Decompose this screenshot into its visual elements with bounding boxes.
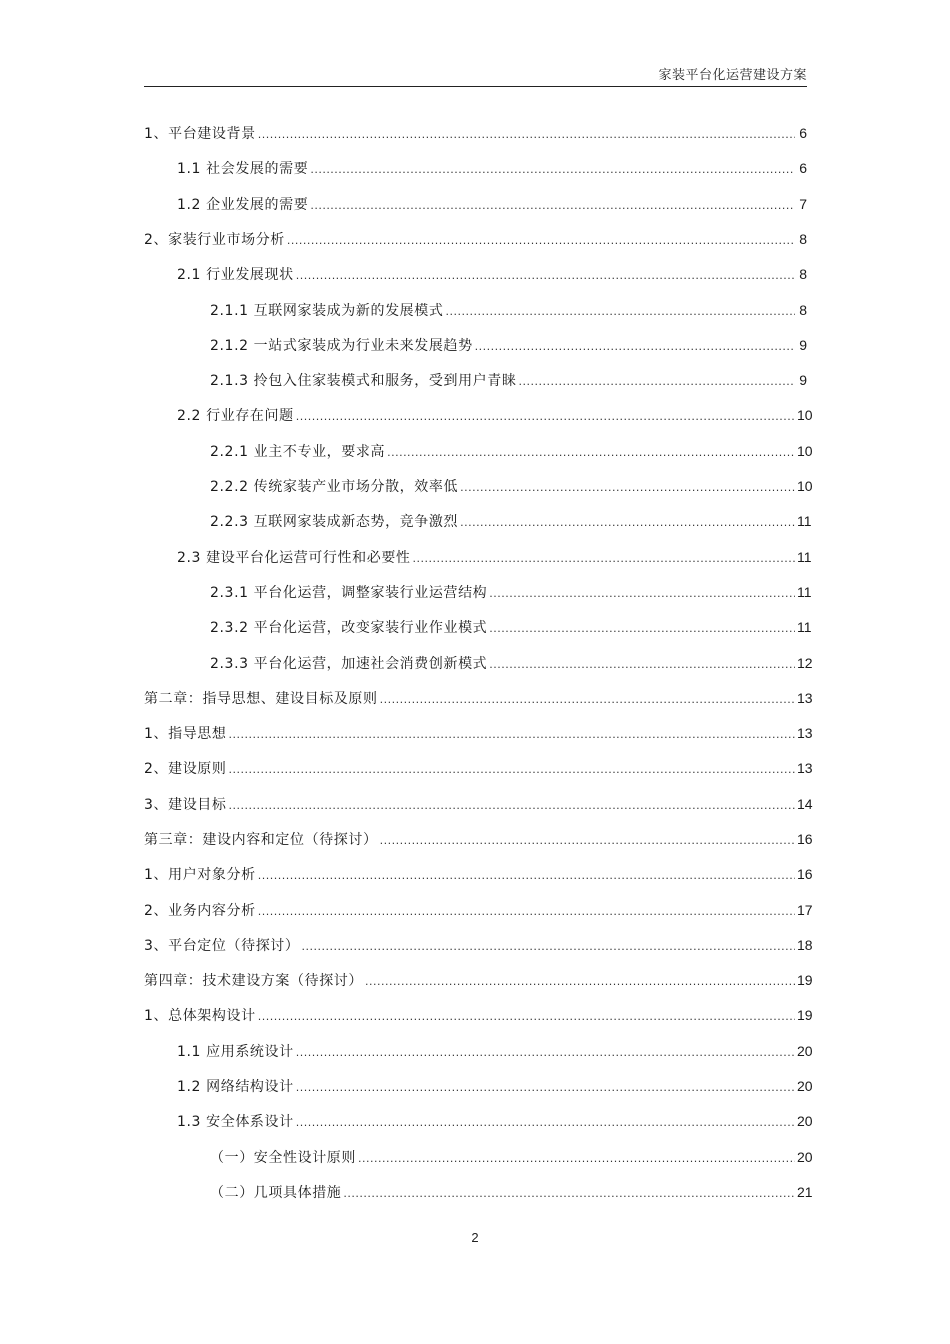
toc-entry-page: 16 (797, 831, 813, 847)
toc-entry-label: 1、指导思想 (144, 726, 227, 742)
toc-entry-page: 14 (797, 796, 813, 812)
header-title: 家装平台化运营建设方案 (658, 68, 807, 83)
toc-entry[interactable] (144, 687, 813, 709)
toc-leader-dots (460, 477, 795, 499)
toc-entry[interactable] (210, 440, 813, 462)
toc-entry-page: 13 (797, 725, 813, 741)
toc-leader-dots (489, 583, 795, 605)
toc-entry[interactable] (144, 828, 813, 850)
toc-entry[interactable] (210, 581, 812, 603)
toc-entry-label: 2.3.1 平台化运营，调整家装行业运营结构 (210, 585, 488, 601)
toc-entry-label: 3、建设目标 (144, 797, 227, 813)
toc-entry[interactable] (177, 404, 813, 426)
toc-entry[interactable] (144, 969, 813, 991)
toc-entry-page: 21 (797, 1184, 813, 1200)
toc-entry[interactable] (210, 1181, 813, 1203)
toc-leader-dots (258, 124, 795, 146)
toc-leader-dots (229, 759, 795, 781)
toc-leader-dots (287, 230, 795, 252)
toc-entry-page: 13 (797, 690, 813, 706)
toc-leader-dots (518, 371, 795, 393)
toc-entry-label: （一）安全性设计原则 (210, 1150, 356, 1166)
toc-leader-dots (343, 1183, 795, 1205)
toc-entry-page: 20 (797, 1078, 813, 1094)
toc-leader-dots (460, 512, 795, 534)
page-header (144, 64, 807, 87)
toc-entry-label: 1、总体架构设计 (144, 1008, 256, 1024)
toc-entry-label: 1.2 网络结构设计 (177, 1079, 294, 1095)
toc-entry[interactable] (177, 546, 812, 568)
toc-entry-label: 2、家装行业市场分析 (144, 232, 285, 248)
toc-entry-label: 1、平台建设背景 (144, 126, 256, 142)
toc-entry-page: 11 (797, 513, 812, 529)
toc-entry-page: 11 (797, 584, 812, 600)
toc-entry[interactable] (177, 157, 807, 179)
toc-entry-page: 10 (797, 407, 813, 423)
toc-leader-dots (310, 159, 795, 181)
toc-leader-dots (296, 1112, 795, 1134)
toc-entry-label: 第四章：技术建设方案（待探讨） (144, 973, 363, 989)
toc-entry-label: 2.2 行业存在问题 (177, 408, 294, 424)
toc-leader-dots (380, 689, 795, 711)
toc-entry-page: 16 (797, 866, 813, 882)
toc-entry-page: 20 (797, 1043, 813, 1059)
toc-entry-label: 2、业务内容分析 (144, 903, 256, 919)
toc-entry-label: 2.2.1 业主不专业，要求高 (210, 444, 386, 460)
toc-leader-dots (296, 265, 795, 287)
toc-entry[interactable] (177, 193, 807, 215)
toc-entry-page: 8 (799, 266, 807, 282)
toc-leader-dots (229, 724, 795, 746)
toc-entry[interactable] (144, 228, 807, 250)
toc-leader-dots (258, 865, 795, 887)
toc-leader-dots (413, 548, 795, 570)
toc-entry[interactable] (144, 722, 813, 744)
toc-leader-dots (296, 1042, 795, 1064)
toc-leader-dots (475, 336, 795, 358)
toc-entry[interactable] (144, 793, 813, 815)
toc-entry[interactable] (177, 1110, 813, 1132)
toc-entry-page: 19 (797, 972, 813, 988)
toc-entry[interactable] (177, 263, 807, 285)
toc-entry-label: 2.2.2 传统家装产业市场分散，效率低 (210, 479, 459, 495)
toc-entry-label: 1.1 社会发展的需要 (177, 161, 309, 177)
toc-entry[interactable] (210, 652, 813, 674)
toc-entry-page: 10 (797, 478, 813, 494)
toc-entry-page: 12 (797, 655, 813, 671)
toc-entry-label: 1.3 安全体系设计 (177, 1114, 294, 1130)
toc-entry[interactable] (177, 1075, 813, 1097)
toc-entry-label: 第三章：建设内容和定位（待探讨） (144, 832, 378, 848)
toc-entry-page: 9 (799, 372, 807, 388)
toc-entry-label: 2.3.2 平台化运营，改变家装行业作业模式 (210, 620, 488, 636)
toc-entry-page: 6 (799, 160, 807, 176)
toc-entry-label: 2.2.3 互联网家装成新态势，竞争激烈 (210, 514, 459, 530)
toc-entry[interactable] (210, 334, 807, 356)
toc-entry-label: 2.1.2 一站式家装成为行业未来发展趋势 (210, 338, 473, 354)
toc-leader-dots (489, 618, 795, 640)
toc-entry[interactable] (210, 299, 807, 321)
toc-entry[interactable] (210, 510, 812, 532)
toc-entry-label: （二）几项具体措施 (210, 1185, 342, 1201)
toc-leader-dots (258, 1006, 795, 1028)
toc-entry-label: 1、用户对象分析 (144, 867, 256, 883)
toc-entry-page: 13 (797, 760, 813, 776)
toc-leader-dots (380, 830, 795, 852)
toc-entry[interactable] (210, 1146, 813, 1168)
toc-leader-dots (358, 1148, 795, 1170)
toc-entry-label: 2.1.3 拎包入住家装模式和服务，受到用户青睐 (210, 373, 517, 389)
toc-entry[interactable] (144, 899, 813, 921)
toc-leader-dots (229, 795, 795, 817)
toc-leader-dots (365, 971, 795, 993)
toc-entry-page: 6 (799, 125, 807, 141)
toc-entry-page: 19 (797, 1007, 813, 1023)
toc-entry-label: 2.3 建设平台化运营可行性和必要性 (177, 550, 411, 566)
toc-entry[interactable] (210, 616, 812, 638)
toc-entry[interactable] (144, 1004, 813, 1026)
toc-entry-label: 2.1 行业发展现状 (177, 267, 294, 283)
toc-entry[interactable] (210, 369, 807, 391)
toc-entry[interactable] (144, 863, 813, 885)
toc-entry[interactable] (210, 475, 813, 497)
toc-entry-page: 20 (797, 1113, 813, 1129)
toc-entry[interactable] (177, 1040, 813, 1062)
toc-leader-dots (387, 442, 795, 464)
toc-entry[interactable] (144, 934, 813, 956)
toc-leader-dots (310, 195, 795, 217)
toc-leader-dots (489, 654, 795, 676)
toc-entry-page: 8 (799, 231, 807, 247)
toc-leader-dots (296, 1077, 795, 1099)
toc-entry[interactable] (144, 122, 807, 144)
toc-leader-dots (445, 301, 795, 323)
toc-entry-label: 2.1.1 互联网家装成为新的发展模式 (210, 303, 444, 319)
page-number: 2 (471, 1230, 479, 1245)
toc-entry-label: 2.3.3 平台化运营，加速社会消费创新模式 (210, 656, 488, 672)
toc-leader-dots (258, 901, 795, 923)
toc-entry-page: 11 (797, 619, 812, 635)
toc-entry-label: 第二章：指导思想、建设目标及原则 (144, 691, 378, 707)
toc-entry-page: 11 (797, 549, 812, 565)
toc-entry[interactable] (144, 757, 813, 779)
toc-entry-page: 17 (797, 902, 813, 918)
toc-entry-page: 20 (797, 1149, 813, 1165)
toc-entry-page: 9 (799, 337, 807, 353)
toc-entry-page: 8 (799, 302, 807, 318)
toc-entry-label: 1.1 应用系统设计 (177, 1044, 294, 1060)
toc-entry-label: 1.2 企业发展的需要 (177, 197, 309, 213)
toc-entry-page: 10 (797, 443, 813, 459)
toc-entry-label: 3、平台定位（待探讨） (144, 938, 300, 954)
toc-leader-dots (296, 406, 795, 428)
toc-entry-page: 7 (799, 196, 807, 212)
toc-entry-label: 2、建设原则 (144, 761, 227, 777)
toc-leader-dots (302, 936, 795, 958)
toc-entry-page: 18 (797, 937, 813, 953)
